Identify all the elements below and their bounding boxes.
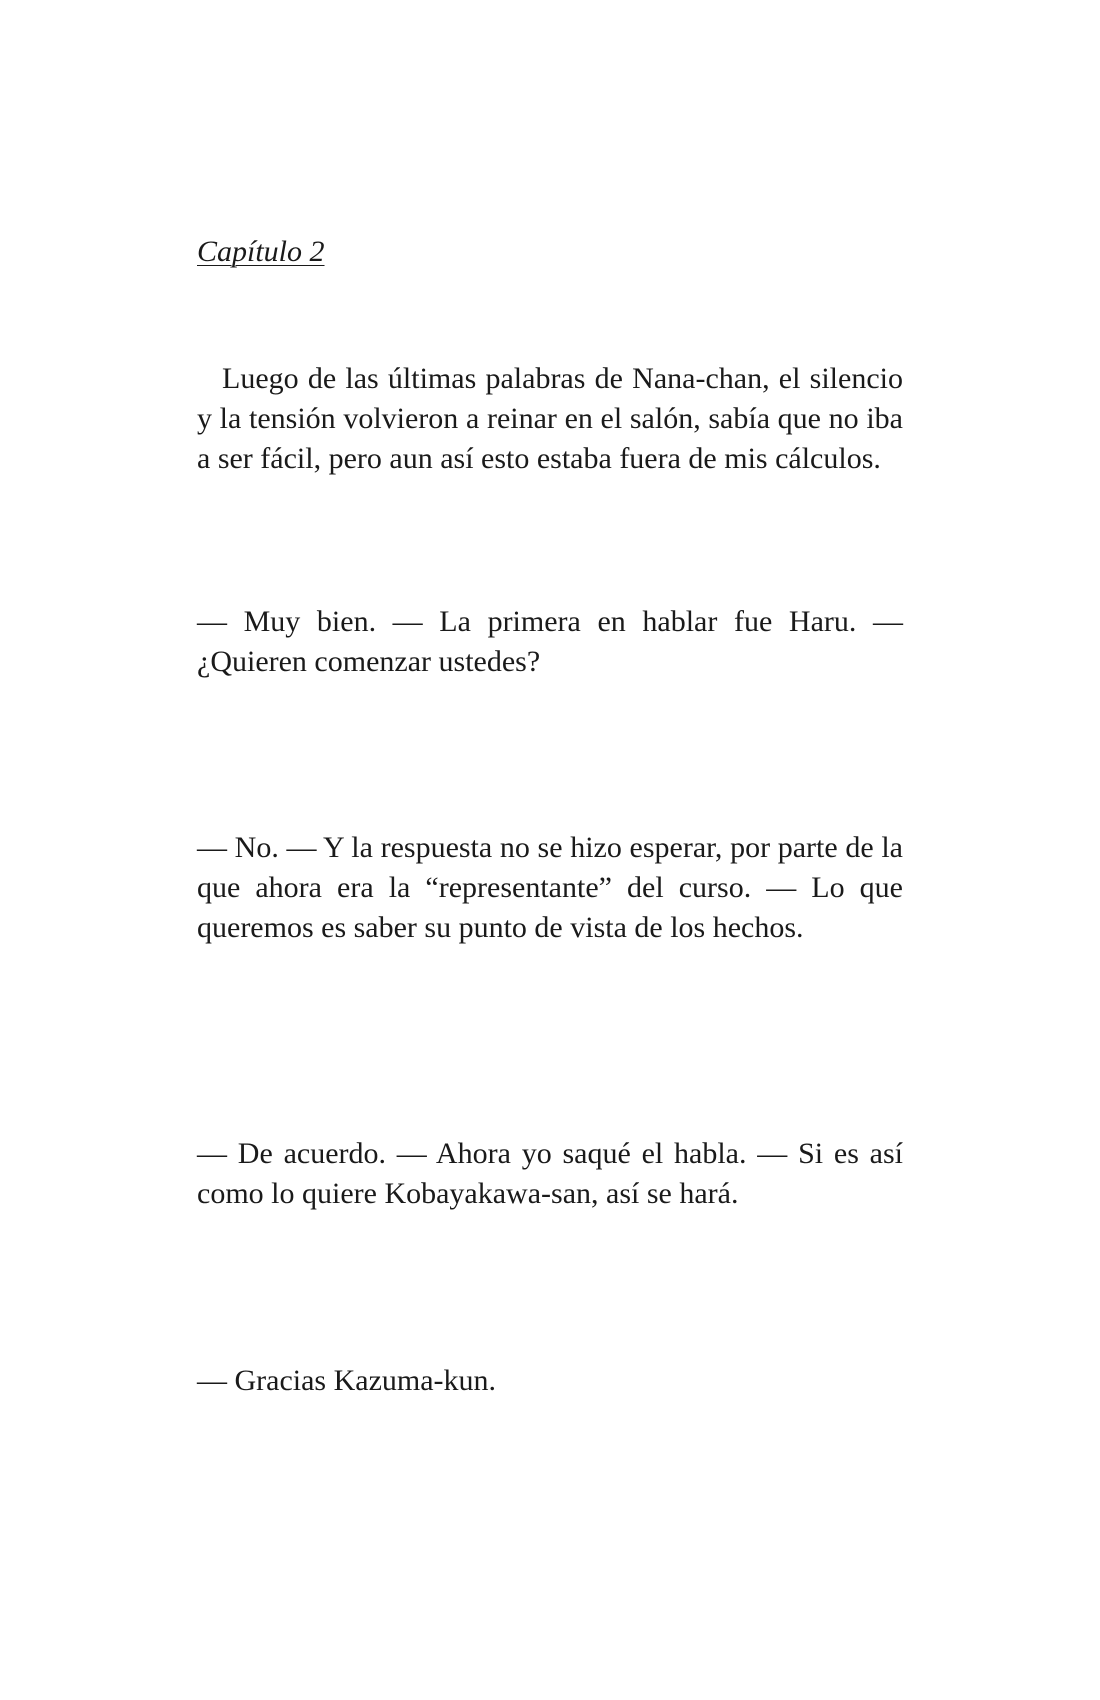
dialogue-paragraph-haru: — Muy bien. — La primera en hablar fue Haru. — ¿Quieren comenzar ustedes? — [197, 605, 903, 678]
dialogue-paragraph-response: — No. — Y la respuesta no se hizo esperar, por parte de la que ahora era la “representante” del curso. — Lo que queremos es saber su punto de vista de los hechos. — [197, 831, 903, 944]
dialogue-paragraph-agreement: — De acuerdo. — Ahora yo saqué el habla. — Si es así como lo quiere Kobayakawa-san, así se hará. — [197, 1137, 903, 1210]
narration-paragraph: Luego de las últimas palabras de Nana-chan, el silencio y la tensión volvieron a reinar en el salón, sabía que no iba a ser fácil, pero aun así esto estaba fuera de mis cálculos. — [197, 362, 903, 475]
chapter-title: Capítulo 2 — [197, 235, 325, 268]
dialogue-paragraph-thanks: — Gracias Kazuma-kun. — [197, 1364, 497, 1397]
